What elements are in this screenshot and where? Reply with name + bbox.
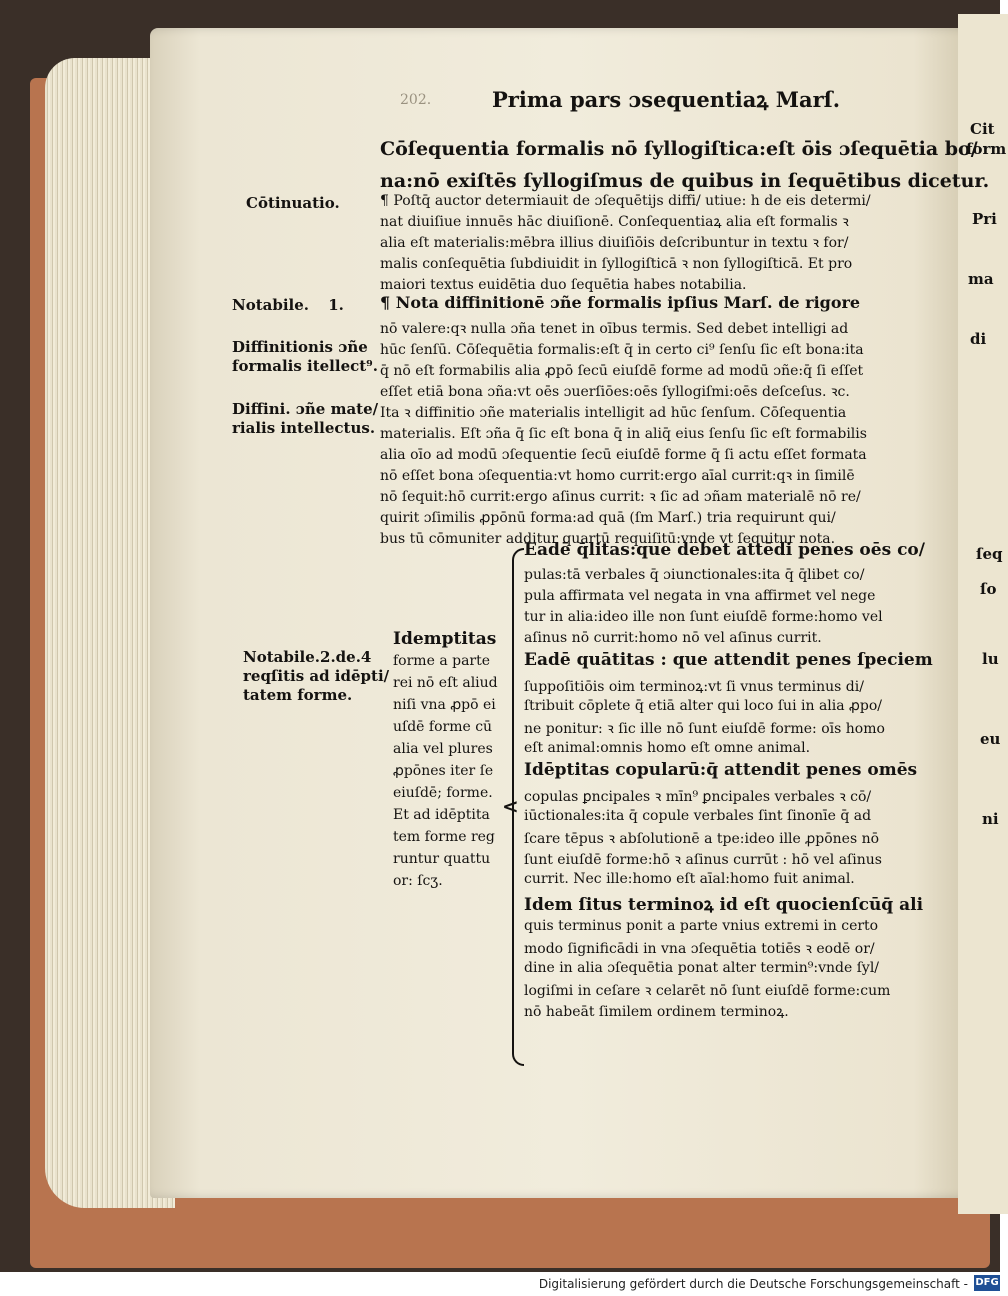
facing-page-fragment: form bbox=[966, 140, 1007, 158]
margin-note-line: tatem forme. bbox=[243, 686, 353, 704]
running-header: Prima pars ɔsequentiaꝝ Marſ. bbox=[492, 87, 841, 112]
right-column-line: Eadē quātitas : que attendit penes ſpeciem bbox=[524, 650, 933, 670]
digitization-credit: Digitalisierung gefördert durch die Deutsche Forschungsgemeinschaft - bbox=[538, 1277, 968, 1291]
margin-note-line: Diffini. ɔñe mate/ bbox=[232, 400, 379, 418]
facing-page-fragment: ma bbox=[968, 270, 994, 288]
margin-note-diffini-materialis bbox=[232, 400, 378, 438]
column-line: niſi vna ꝓpō ei bbox=[393, 697, 496, 713]
right-column-line: quis terminus ponit a parte vnius extremi in certo bbox=[524, 918, 879, 934]
idemptitas-column bbox=[393, 628, 498, 892]
facing-page-fragment: di bbox=[970, 330, 987, 348]
column-line: tem forme reg bbox=[393, 829, 495, 845]
text-line: quirit ɔſimilis ꝓpōnū forma:ad quā (ſm Marſ.) tria requirunt qui/ bbox=[380, 510, 836, 526]
column-line: alia vel plures bbox=[393, 741, 493, 757]
margin-note-continuatio: Cōtinuatio. bbox=[246, 194, 340, 212]
column-line: ꝓpōnes iter ſe bbox=[393, 763, 494, 779]
right-column-line: modo ſignificādi in vna ɔſequētia totiēs ꝛ eodē or/ bbox=[524, 941, 875, 957]
right-column-line: Idem ſitus terminoꝝ id eſt quocienſcūq̄ ali bbox=[524, 895, 924, 915]
right-column-line: tur in alia:ideo ille non ſunt eiuſdē forme:homo vel bbox=[524, 609, 883, 625]
margin-note-line: formalis itellect⁹. bbox=[232, 357, 378, 375]
text-line: nat diuiſiue innuēs hāc diuiſionē. Conſequentiaꝝ alia eſt formalis ꝛ bbox=[380, 214, 849, 230]
text-line: alia oīo ad modū ɔſequentie ſecū eiuſdē forme q̄ ſi actu eſſet formata bbox=[380, 447, 867, 463]
right-column-line: pulas:tā verbales q̄ ɔiunctionales:ita q̄ q̄libet co/ bbox=[524, 567, 865, 583]
right-page-edge bbox=[958, 14, 1008, 1214]
text-line: nō valere:qꝛ nulla ɔña tenet in oībus termis. Sed debet intelligi ad bbox=[380, 321, 849, 337]
text-line: hūc ſenſū. Cōſequētia formalis:eſt q̄ in certo ci⁹ ſenſu ſic eſt bona:ita bbox=[380, 342, 864, 358]
text-line: maiori textus euidētia duo ſequētia habes notabilia. bbox=[380, 277, 747, 293]
text-line: q̄ nō eſt formabilis alia ꝓpō ſecū eiuſdē forme ad modū ɔñe:q̄ ſi eſſet bbox=[380, 363, 864, 379]
text-line: Cōſequentia formalis nō ſyllogiſtica:eſt ōis ɔſequētia bo/ bbox=[380, 138, 978, 160]
margin-note-number: 1. bbox=[328, 296, 344, 314]
facing-page-fragment: Cit bbox=[970, 120, 995, 138]
right-column-line: ne ponitur: ꝛ ſic ille nō ſunt eiuſdē forme: oīs homo bbox=[524, 721, 885, 737]
brace-point: < bbox=[502, 794, 519, 818]
right-column-line: ſunt eiuſdē forme:hō ꝛ aſinus currūt : hō vel aſinus bbox=[524, 852, 882, 868]
margin-note-line: Diffinitionis ɔñe bbox=[232, 338, 368, 356]
brace-bottom bbox=[512, 806, 524, 1066]
column-line: rei nō eſt aliud bbox=[393, 675, 498, 691]
facing-page-fragment: Pri bbox=[972, 210, 997, 228]
column-line: eiuſdē; forme. bbox=[393, 785, 493, 801]
margin-note-line: Notabile.2.de.4 bbox=[243, 648, 372, 666]
text-line: eſſet etiā bona ɔña:vt oēs ɔuerſiōes:oēs ſyllogiſmi:oēs deſceſus. ꝛc. bbox=[380, 384, 850, 400]
text-line: Ita ꝛ diffinitio ɔñe materialis intelligit ad hūc ſenſum. Cōſequentia bbox=[380, 405, 847, 421]
column-line: forme a parte bbox=[393, 653, 491, 669]
text-line: nō ſequit:hō currit:ergo aſinus currit: ꝛ ſic ad ɔñam materialē nō re/ bbox=[380, 489, 861, 505]
right-column-line: eſt animal:omnis homo eſt omne animal. bbox=[524, 740, 811, 756]
text-line: ¶ Nota diffinitionē ɔñe formalis ipſius Marſ. de rigore bbox=[380, 293, 861, 312]
facing-page-fragment: eu bbox=[980, 730, 1001, 748]
right-column-line: copulas ꝑncipales ꝛ mīn⁹ ꝑncipales verbales ꝛ cō/ bbox=[524, 789, 872, 805]
facing-page-fragment: ſo bbox=[980, 580, 997, 598]
right-column-line: Idēptitas copularū:q̄ attendit penes omēs bbox=[524, 760, 918, 780]
text-line: malis conſequētia ſubdiuidit in ſyllogiſticā ꝛ non ſyllogiſticā. Et pro bbox=[380, 256, 853, 272]
right-column-line: iūctionales:ita q̄ copule verbales ſint ſinonīe q̄ ad bbox=[524, 808, 872, 824]
right-column-line: logiſmi in ceſare ꝛ celarēt nō ſunt eiuſdē forme:cum bbox=[524, 983, 891, 999]
text-line: materialis. Eſt ɔña q̄ ſic eſt bona q̄ in aliq̄ eius ſenſu ſic eſt formabilis bbox=[380, 426, 867, 442]
text-line: alia eſt materialis:mēbra illius diuiſiōis deſcribuntur in textu ꝛ for/ bbox=[380, 235, 849, 251]
margin-note-diffinitionis bbox=[232, 338, 378, 376]
folio-number: 202. bbox=[400, 92, 432, 108]
text-line: nō eſſet bona ɔſequentia:vt homo currit:ergo aīal currit:qꝛ in ſimilē bbox=[380, 468, 855, 484]
facing-page-fragment: ſeq bbox=[976, 545, 1003, 563]
right-column-line: ſtribuit cōplete q̄ etiā alter qui loco ſui in alia ꝓpo/ bbox=[524, 698, 882, 714]
margin-note-label: Notabile. bbox=[232, 296, 310, 314]
right-column-line: pula affirmata vel negata in vna affirmet vel nege bbox=[524, 588, 876, 604]
facing-page-fragment: ni bbox=[982, 810, 999, 828]
column-line: Et ad idēptita bbox=[393, 807, 490, 823]
right-column-line: aſinus nō currit:homo nō vel aſinus currit. bbox=[524, 630, 822, 646]
column-line: uſdē forme cū bbox=[393, 719, 493, 735]
text-line: ¶ Poſtq̄ auctor determiauit de ɔſequētijs diffi/ utiue: h de eis determi/ bbox=[380, 193, 871, 209]
right-column-line: ſcare tēpus ꝛ abſolutionē a tpe:ideo ille ꝓpōnes nō bbox=[524, 831, 880, 847]
right-column-line: dine in alia ɔſequētia ponat alter termin⁹:vnde ſyl/ bbox=[524, 960, 880, 976]
text-line: na:nō exiſtēs ſyllogiſmus de quibus in ſequētibus dicetur. bbox=[380, 170, 990, 192]
right-column-line: currit. Nec ille:homo eſt aīal:homo fuit animal. bbox=[524, 871, 855, 887]
margin-note-notabile-1 bbox=[232, 296, 344, 314]
margin-note-line: reqſitis ad idēpti/ bbox=[243, 667, 390, 685]
right-column-line: ſuppoſitiōis oim terminoꝝ:vt ſi vnus terminus di/ bbox=[524, 679, 864, 695]
facing-page-fragment: lu bbox=[982, 650, 999, 668]
margin-note-line: rialis intellectus. bbox=[232, 419, 376, 437]
right-column-line: nō habeāt ſimilem ordinem terminoꝝ. bbox=[524, 1004, 789, 1020]
column-line: or: ſcʒ. bbox=[393, 873, 443, 889]
margin-note-notabile-2 bbox=[243, 648, 389, 705]
dfg-logo: DFG bbox=[974, 1275, 1000, 1291]
right-column-line: Eadē q̄litas:que debet attēdi penes oēs co/ bbox=[524, 540, 925, 560]
column-line: runtur quattu bbox=[393, 851, 491, 867]
brace-top bbox=[512, 548, 524, 808]
text-line: bus tū cōmuniter additur quartū requiſitū:vnde vt ſequitur nota. bbox=[380, 531, 836, 547]
column-line: Idemptitas bbox=[393, 629, 497, 649]
